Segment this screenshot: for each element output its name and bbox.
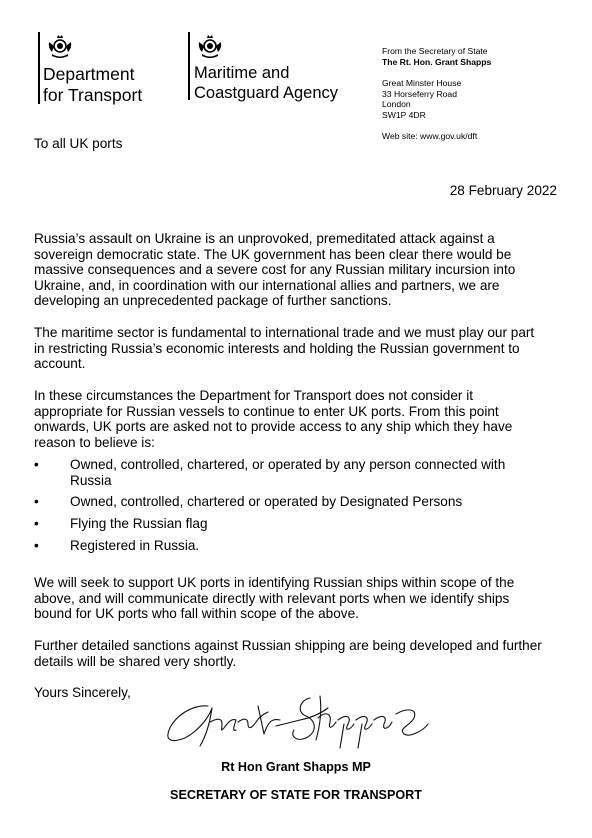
paragraph-line: onwards, UK ports are asked not to provide access to any ship which they have [34, 419, 513, 435]
list-item-line: Russia [70, 472, 112, 488]
mca-logo-line1: Maritime and [194, 64, 290, 82]
paragraph-line: The maritime sector is fundamental to international trade and we must play our part [34, 325, 535, 340]
handwritten-signature [160, 678, 440, 750]
signatory-title: SECRETARY OF STATE FOR TRANSPORT [170, 788, 422, 802]
recipient: To all UK ports [34, 136, 123, 151]
mca-logo-line2: Coastguard Agency [194, 84, 339, 102]
dft-logo-line2: for Transport [43, 85, 143, 105]
paragraph-3 [34, 388, 579, 450]
paragraph-line: sovereign democratic state. The UK government has been clear there would be [34, 246, 512, 262]
paragraph-line: Ukraine, and, in coordination with our international allies and partners, we are [34, 277, 500, 293]
sender-address-line: 33 Horseferry Road [382, 88, 457, 99]
mca-logo-rule [188, 32, 190, 100]
paragraph-line: We will seek to support UK ports in identifying Russian ships within scope of the [34, 575, 515, 590]
list-item-line: Owned, controlled, chartered or operated by Designated Persons [70, 494, 463, 509]
sender-from: From the Secretary of State [382, 46, 488, 56]
paragraph-line: above, and will communicate directly with relevant ports when we identify ships [34, 590, 510, 606]
dft-logo-rule [38, 32, 40, 104]
bullet-icon: • [34, 494, 39, 509]
paragraph-5 [34, 638, 579, 669]
sender-name: The Rt. Hon. Grant Shapps [382, 56, 492, 67]
paragraph-line: Further detailed sanctions against Russian shipping are being developed and further [34, 638, 542, 653]
paragraph-1 [34, 231, 579, 309]
paragraph-2 [34, 325, 579, 372]
mca-crest-icon [196, 34, 224, 60]
paragraph-line: massive consequences and a severe cost for any Russian military incursion into [34, 262, 516, 278]
sender-website: Web site: www.gov.uk/dft [382, 130, 478, 141]
paragraph-line: account. [34, 356, 86, 372]
sender-address-line: London [382, 99, 411, 110]
list-item-line: Flying the Russian flag [70, 516, 208, 531]
paragraph-line: bound for UK ports who fall within scope of the above. [34, 606, 359, 622]
sender-address-line: Great Minster House [382, 78, 462, 89]
dft-logo-line1: Department [43, 64, 135, 84]
bullet-icon: • [34, 538, 39, 553]
closing: Yours Sincerely, [34, 685, 131, 700]
paragraph-line: reason to believe is: [34, 434, 155, 450]
bullet-icon: • [34, 457, 39, 472]
paragraph-4 [34, 575, 579, 622]
bullet-icon: • [34, 516, 39, 531]
sender-block [382, 46, 582, 141]
paragraph-line: in restricting Russia’s economic interests and holding the Russian government to [34, 340, 520, 356]
sender-address-line: SW1P 4DR [382, 109, 426, 120]
paragraph-line: Russia’s assault on Ukraine is an unprovoked, premeditated attack against a [34, 231, 495, 246]
letter-date: 28 February 2022 [449, 183, 557, 198]
list-item-line: Owned, controlled, chartered, or operated by any person connected with [70, 457, 506, 472]
paragraph-line: appropriate for Russian vessels to continue to enter UK ports. From this point [34, 403, 499, 419]
dft-crest-icon [46, 34, 74, 60]
signatory-name: Rt Hon Grant Shapps MP [221, 760, 371, 774]
list-item-line: Registered in Russia. [70, 538, 200, 553]
paragraph-line: details will be shared very shortly. [34, 653, 237, 669]
paragraph-line: In these circumstances the Department for Transport does not consider it [34, 388, 473, 403]
paragraph-line: developing an unprecedented package of further sanctions. [34, 293, 392, 309]
